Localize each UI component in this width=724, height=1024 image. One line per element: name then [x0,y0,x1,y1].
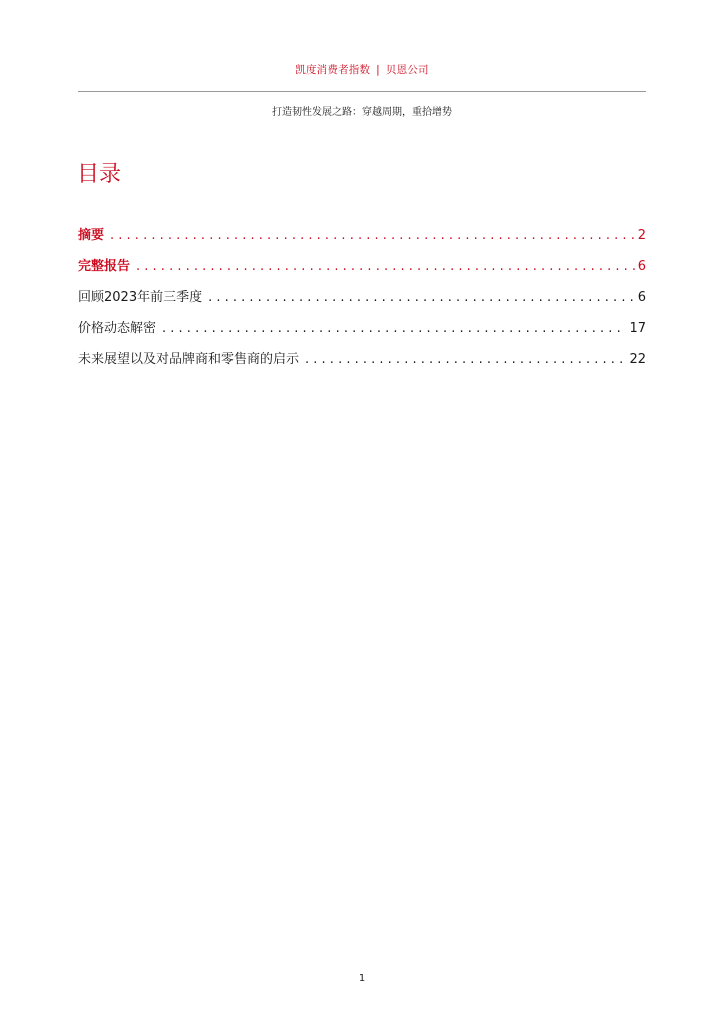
toc-entry-review[interactable] [78,286,646,317]
toc-entry-label: 摘要 [78,228,105,243]
toc-entry-price-dynamics[interactable] [78,317,646,348]
header-divider [78,91,646,92]
toc-entry-page: 2 [637,228,646,243]
toc-entry-outlook[interactable] [78,348,646,379]
report-subtitle: 打造韧性发展之路：穿越周期，重拾增势 [272,107,452,118]
table-of-contents [78,224,646,379]
toc-entry-label: 完整报告 [78,259,131,274]
header-brand: 凯度消费者指数 [295,64,371,76]
toc-dot-leader [110,224,635,248]
toc-entry-page: 22 [629,352,646,367]
toc-dot-leader [305,348,626,372]
header-separator: | [376,64,380,76]
toc-entry-label: 价格动态解密 [78,321,157,336]
toc-entry-label: 未来展望以及对品牌商和零售商的启示 [78,352,300,367]
toc-dot-leader [162,317,626,341]
toc-entry-label: 回顾2023年前三季度 [78,290,203,305]
toc-entry-summary[interactable] [78,224,646,255]
toc-entry-full-report[interactable] [78,255,646,286]
running-header [0,62,724,77]
toc-dot-leader [208,286,635,310]
toc-dot-leader [136,255,635,279]
toc-entry-page: 17 [629,321,646,336]
page-number: 1 [358,973,366,984]
header-partner: 贝恩公司 [385,64,429,76]
toc-entry-page: 6 [637,290,646,305]
toc-title: 目录 [77,162,122,187]
toc-entry-page: 6 [637,259,646,274]
